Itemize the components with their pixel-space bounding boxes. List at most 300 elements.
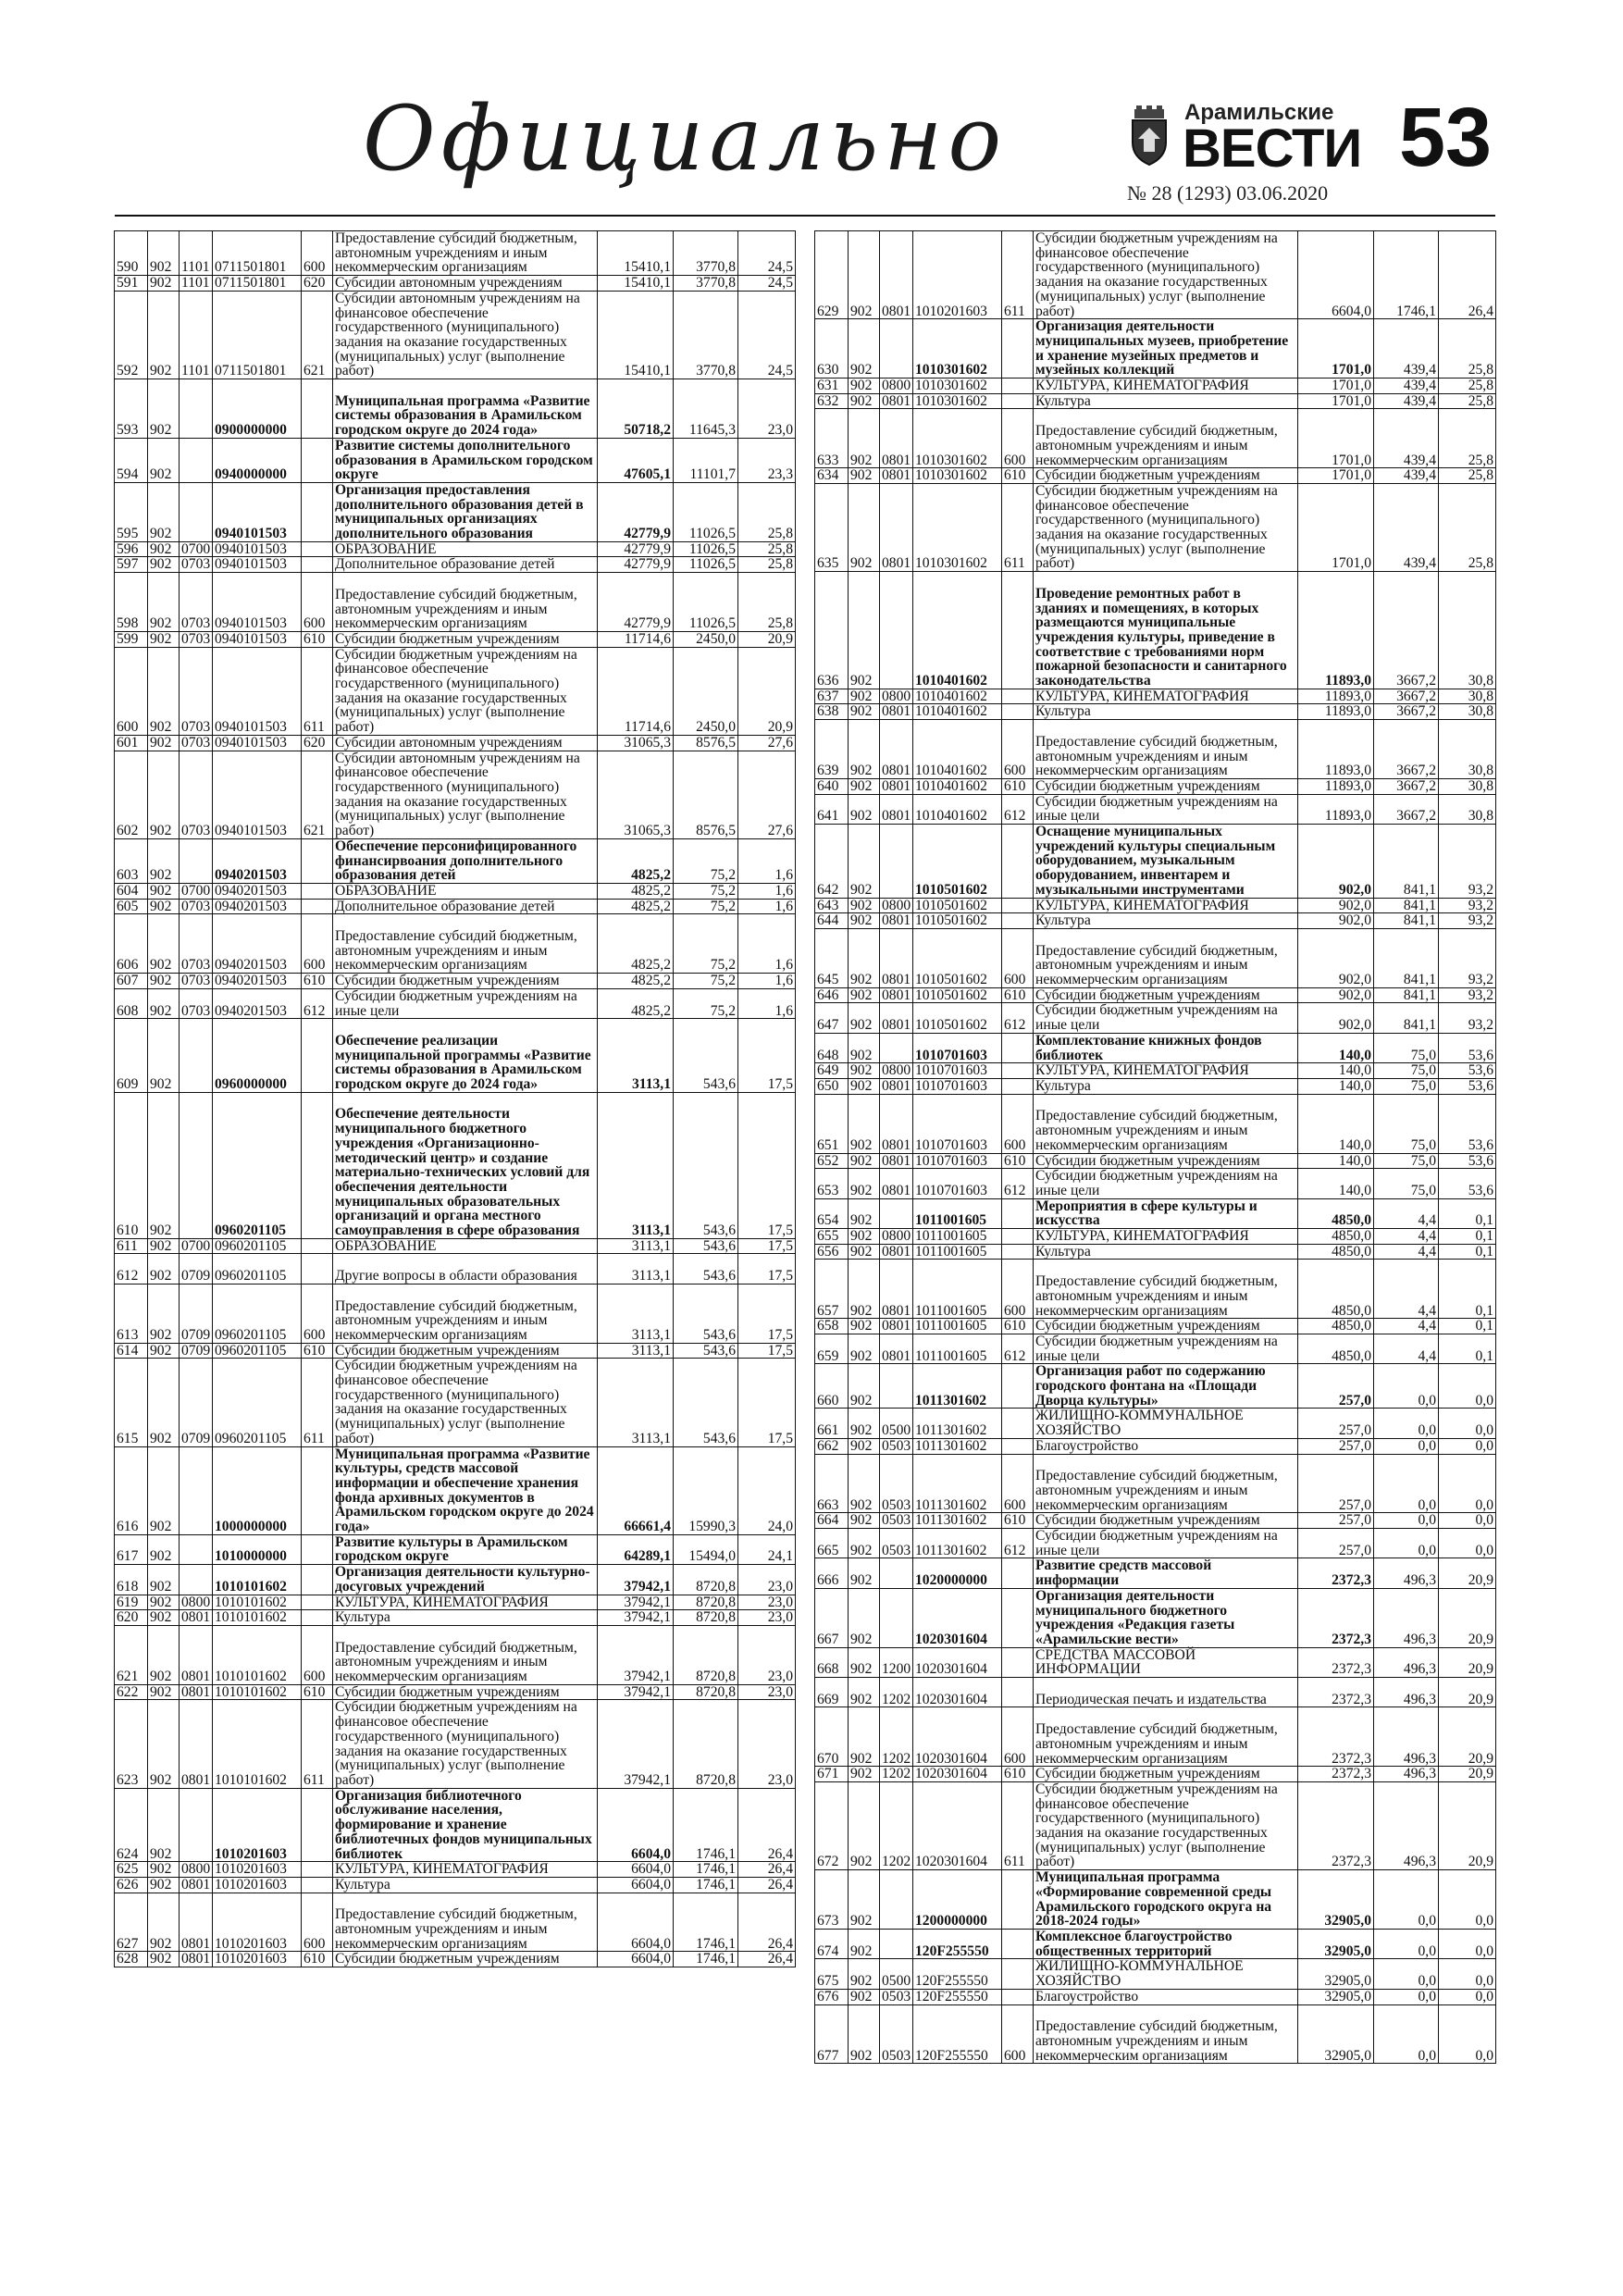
table-row <box>115 1254 796 1284</box>
row-number: 622 <box>115 1684 148 1700</box>
row-number: 657 <box>815 1260 849 1319</box>
row-number: 643 <box>815 898 849 913</box>
item-name: Субсидии автономным учреждениям на финансовое обеспечение государственного (муниципального) задания на оказание государственных (муниципальных) услуг (выполнение работ) <box>333 751 598 838</box>
target-article-code: 0960000000 <box>213 1019 302 1093</box>
row-number: 616 <box>115 1446 148 1534</box>
section-code: 0801 <box>180 1610 213 1626</box>
target-article-code: 1010701603 <box>913 1094 1002 1153</box>
executed-amount: 841,1 <box>1374 898 1439 913</box>
section-code: 0503 <box>880 2004 913 2064</box>
planned-amount: 1701,0 <box>1298 393 1374 409</box>
table-row <box>815 825 1496 899</box>
section-code: 0800 <box>880 689 913 704</box>
department-code: 902 <box>849 1989 880 2004</box>
execution-percent: 0,0 <box>1439 1870 1496 1930</box>
department-code: 902 <box>148 1534 180 1564</box>
coat-of-arms-icon <box>1127 105 1171 167</box>
expense-type-code: 610 <box>302 974 333 989</box>
executed-amount: 0,0 <box>1374 1959 1439 1989</box>
execution-percent: 17,5 <box>738 1359 796 1446</box>
department-code: 902 <box>148 1610 180 1626</box>
table-row <box>115 1952 796 1967</box>
row-number: 625 <box>115 1862 148 1878</box>
row-number: 611 <box>115 1238 148 1254</box>
department-code: 902 <box>148 557 180 573</box>
executed-amount: 8720,8 <box>674 1565 738 1595</box>
executed-amount: 8720,8 <box>674 1595 738 1610</box>
row-number: 649 <box>815 1063 849 1079</box>
executed-amount: 75,2 <box>674 883 738 899</box>
table-row <box>815 1063 1496 1079</box>
item-name: Предоставление субсидий бюджетным, автономным учреждениям и иным некоммерческим организациям <box>1034 1260 1298 1319</box>
expense-type-code <box>1002 1364 1034 1409</box>
row-number: 619 <box>115 1595 148 1610</box>
row-number: 607 <box>115 974 148 989</box>
target-article-code: 1010701603 <box>913 1169 1002 1198</box>
execution-percent: 20,9 <box>1439 1767 1496 1782</box>
executed-amount: 439,4 <box>1374 379 1439 394</box>
table-row <box>115 751 796 838</box>
executed-amount: 11645,3 <box>674 379 738 439</box>
item-name: Субсидии бюджетным учреждениям на финансовое обеспечение государственного (муниципального) задания на оказание государственных (муниципальных) услуг (выполнение работ) <box>1034 231 1298 319</box>
executed-amount: 543,6 <box>674 1238 738 1254</box>
item-name: Предоставление субсидий бюджетным, автономным учреждениям и иным некоммерческим организациям <box>1034 1454 1298 1513</box>
department-code: 902 <box>849 1033 880 1062</box>
table-row <box>815 1153 1496 1169</box>
planned-amount: 3113,1 <box>598 1343 674 1359</box>
department-code: 902 <box>148 1952 180 1967</box>
executed-amount: 496,3 <box>1374 1558 1439 1588</box>
expense-type-code <box>302 438 333 482</box>
row-number: 605 <box>115 899 148 914</box>
row-number: 636 <box>815 572 849 689</box>
planned-amount: 32905,0 <box>1298 1870 1374 1930</box>
executed-amount: 0,0 <box>1374 1930 1439 1959</box>
item-name: ЖИЛИЩНО-КОММУНАЛЬНОЕ ХОЗЯЙСТВО <box>1034 1409 1298 1438</box>
executed-amount: 543,6 <box>674 1092 738 1238</box>
section-code <box>880 1364 913 1409</box>
target-article-code: 0711501801 <box>213 231 302 276</box>
executed-amount: 3667,2 <box>1374 689 1439 704</box>
target-article-code: 0940201503 <box>213 899 302 914</box>
expense-type-code: 610 <box>1002 468 1034 484</box>
item-name: Субсидии бюджетным учреждениям <box>1034 778 1298 794</box>
section-code: 1202 <box>880 1707 913 1767</box>
row-number: 631 <box>815 379 849 394</box>
table-row <box>115 1862 796 1878</box>
table-row <box>815 409 1496 468</box>
expense-type-code: 600 <box>1002 1094 1034 1153</box>
executed-amount: 4,4 <box>1374 1198 1439 1228</box>
section-code: 0801 <box>880 1244 913 1260</box>
execution-percent: 24,5 <box>738 276 796 292</box>
planned-amount: 37942,1 <box>598 1610 674 1626</box>
department-code: 902 <box>849 1364 880 1409</box>
row-number: 620 <box>115 1610 148 1626</box>
budget-table-left <box>114 230 796 1967</box>
executed-amount: 496,3 <box>1374 1647 1439 1677</box>
planned-amount: 11893,0 <box>1298 572 1374 689</box>
section-code: 0801 <box>880 1003 913 1033</box>
execution-percent: 24,0 <box>738 1446 796 1534</box>
item-name: Благоустройство <box>1034 1989 1298 2004</box>
department-code: 902 <box>849 1094 880 1153</box>
expense-type-code: 620 <box>302 735 333 751</box>
department-code: 902 <box>148 1092 180 1238</box>
department-code: 902 <box>148 1565 180 1595</box>
executed-amount: 1746,1 <box>674 1788 738 1862</box>
execution-percent: 20,9 <box>1439 1588 1496 1647</box>
department-code: 902 <box>849 778 880 794</box>
target-article-code: 1010101602 <box>213 1625 302 1684</box>
department-code: 902 <box>849 1260 880 1319</box>
department-code: 902 <box>148 1343 180 1359</box>
section-code: 0801 <box>880 1153 913 1169</box>
expense-type-code <box>302 883 333 899</box>
section-code <box>880 1198 913 1228</box>
section-code: 0503 <box>880 1989 913 2004</box>
executed-amount: 4,4 <box>1374 1244 1439 1260</box>
department-code: 902 <box>148 647 180 735</box>
section-code: 0503 <box>880 1513 913 1529</box>
planned-amount: 140,0 <box>1298 1063 1374 1079</box>
target-article-code: 0940201503 <box>213 838 302 883</box>
execution-percent: 23,0 <box>738 1565 796 1595</box>
table-row <box>115 231 796 276</box>
table-row <box>815 689 1496 704</box>
department-code: 902 <box>148 1700 180 1788</box>
table-row <box>815 1678 1496 1707</box>
execution-percent: 25,8 <box>1439 379 1496 394</box>
row-number: 621 <box>115 1625 148 1684</box>
section-code: 1200 <box>880 1647 913 1677</box>
department-code: 902 <box>849 1930 880 1959</box>
expense-type-code <box>1002 1409 1034 1438</box>
target-article-code: 1011301602 <box>913 1364 1002 1409</box>
target-article-code: 0960201105 <box>213 1343 302 1359</box>
section-code <box>180 482 213 541</box>
expense-type-code: 611 <box>1002 231 1034 319</box>
department-code: 902 <box>849 1153 880 1169</box>
execution-percent: 20,9 <box>738 631 796 647</box>
planned-amount: 257,0 <box>1298 1454 1374 1513</box>
executed-amount: 8720,8 <box>674 1700 738 1788</box>
executed-amount: 75,0 <box>1374 1094 1439 1153</box>
table-row <box>115 573 796 632</box>
table-row <box>815 319 1496 379</box>
row-number: 630 <box>815 319 849 379</box>
table-row <box>115 1700 796 1788</box>
planned-amount: 6604,0 <box>598 1877 674 1893</box>
item-name: Субсидии бюджетным учреждениям на финансовое обеспечение государственного (муниципального) задания на оказание государственных (муниципальных) услуг (выполнение работ) <box>1034 1781 1298 1869</box>
table-row <box>815 1079 1496 1095</box>
planned-amount: 37942,1 <box>598 1625 674 1684</box>
row-number: 662 <box>815 1438 849 1454</box>
execution-percent: 25,8 <box>738 557 796 573</box>
target-article-code: 0940101503 <box>213 631 302 647</box>
target-article-code: 1010701603 <box>913 1063 1002 1079</box>
section-code <box>180 438 213 482</box>
row-number: 648 <box>815 1033 849 1062</box>
department-code: 902 <box>849 1707 880 1767</box>
target-article-code: 1010501602 <box>913 987 1002 1003</box>
table-row <box>815 1409 1496 1438</box>
planned-amount: 32905,0 <box>1298 2004 1374 2064</box>
table-row <box>115 1019 796 1093</box>
executed-amount: 1746,1 <box>1374 231 1439 319</box>
item-name: Культура <box>333 1610 598 1626</box>
table-row <box>115 482 796 541</box>
execution-percent: 53,6 <box>1439 1033 1496 1062</box>
executed-amount: 75,0 <box>1374 1033 1439 1062</box>
table-row <box>815 1198 1496 1228</box>
executed-amount: 0,0 <box>1374 1513 1439 1529</box>
execution-percent: 26,4 <box>738 1952 796 1967</box>
table-row <box>815 720 1496 779</box>
target-article-code: 0711501801 <box>213 276 302 292</box>
item-name: Развитие системы дополнительного образования в Арамильском городском округе <box>333 438 598 482</box>
executed-amount: 543,6 <box>674 1284 738 1343</box>
department-code: 902 <box>849 1647 880 1677</box>
section-code: 0800 <box>880 1063 913 1079</box>
section-code: 0801 <box>180 1684 213 1700</box>
target-article-code: 1010501602 <box>913 898 1002 913</box>
executed-amount: 4,4 <box>1374 1260 1439 1319</box>
section-code: 0801 <box>880 778 913 794</box>
department-code: 902 <box>148 379 180 439</box>
planned-amount: 4825,2 <box>598 988 674 1018</box>
planned-amount: 42779,9 <box>598 573 674 632</box>
row-number: 628 <box>115 1952 148 1967</box>
item-name: ОБРАЗОВАНИЕ <box>333 541 598 557</box>
target-article-code: 1010101602 <box>213 1610 302 1626</box>
table-row <box>815 231 1496 319</box>
section-code: 0800 <box>180 1862 213 1878</box>
target-article-code: 1010401602 <box>913 689 1002 704</box>
section-code <box>180 1788 213 1862</box>
section-code: 0801 <box>880 1094 913 1153</box>
execution-percent: 23,0 <box>738 1610 796 1626</box>
department-code: 902 <box>849 1959 880 1989</box>
target-article-code: 1010201603 <box>213 1952 302 1967</box>
target-article-code: 1010401602 <box>913 778 1002 794</box>
expense-type-code: 612 <box>1002 1169 1034 1198</box>
planned-amount: 4825,2 <box>598 914 674 974</box>
table-row <box>815 1094 1496 1153</box>
department-code: 902 <box>148 974 180 989</box>
item-name: КУЛЬТУРА, КИНЕМАТОГРАФИЯ <box>1034 898 1298 913</box>
execution-percent: 17,5 <box>738 1343 796 1359</box>
expense-type-code: 600 <box>1002 2004 1034 2064</box>
target-article-code: 1011001605 <box>913 1319 1002 1334</box>
row-number: 591 <box>115 276 148 292</box>
section-code <box>180 838 213 883</box>
execution-percent: 0,1 <box>1439 1244 1496 1260</box>
section-code: 0503 <box>880 1529 913 1558</box>
table-row <box>115 1359 796 1446</box>
item-name: Организация предоставления дополнительного образования детей в муниципальных организациях дополнительного образования <box>333 482 598 541</box>
expense-type-code: 621 <box>302 751 333 838</box>
execution-percent: 25,8 <box>1439 319 1496 379</box>
table-row <box>815 1588 1496 1647</box>
table-row <box>115 276 796 292</box>
department-code: 902 <box>849 379 880 394</box>
row-number: 609 <box>115 1019 148 1093</box>
department-code: 902 <box>849 393 880 409</box>
target-article-code: 1010201603 <box>213 1877 302 1893</box>
section-code: 0801 <box>180 1877 213 1893</box>
execution-percent: 20,9 <box>1439 1707 1496 1767</box>
target-article-code: 1011001605 <box>913 1229 1002 1245</box>
table-row <box>815 1989 1496 2004</box>
planned-amount: 257,0 <box>1298 1438 1374 1454</box>
section-code: 0703 <box>180 974 213 989</box>
execution-percent: 26,4 <box>1439 231 1496 319</box>
expense-type-code <box>302 557 333 573</box>
department-code: 902 <box>849 720 880 779</box>
section-code: 0503 <box>880 1454 913 1513</box>
planned-amount: 257,0 <box>1298 1529 1374 1558</box>
department-code: 902 <box>849 1454 880 1513</box>
executed-amount: 8720,8 <box>674 1610 738 1626</box>
executed-amount: 4,4 <box>1374 1334 1439 1363</box>
section-code <box>880 1033 913 1062</box>
planned-amount: 4850,0 <box>1298 1334 1374 1363</box>
newspaper-logo <box>1127 100 1362 179</box>
target-article-code: 120F255550 <box>913 1989 1002 2004</box>
row-number: 642 <box>815 825 849 899</box>
execution-percent: 53,6 <box>1439 1063 1496 1079</box>
section-code: 0801 <box>880 1319 913 1334</box>
execution-percent: 93,2 <box>1439 825 1496 899</box>
executed-amount: 4,4 <box>1374 1319 1439 1334</box>
row-number: 634 <box>815 468 849 484</box>
execution-percent: 26,4 <box>738 1862 796 1878</box>
section-code <box>180 1446 213 1534</box>
item-name: Культура <box>1034 1244 1298 1260</box>
item-name: ОБРАЗОВАНИЕ <box>333 883 598 899</box>
item-name: Субсидии бюджетным учреждениям на финансовое обеспечение государственного (муниципального) задания на оказание государственных (муниципальных) услуг (выполнение работ) <box>333 647 598 735</box>
department-code: 902 <box>148 631 180 647</box>
department-code: 902 <box>148 231 180 276</box>
department-code: 902 <box>849 987 880 1003</box>
target-article-code: 1010101602 <box>213 1700 302 1788</box>
row-number: 672 <box>815 1781 849 1869</box>
row-number: 653 <box>815 1169 849 1198</box>
expense-type-code <box>302 899 333 914</box>
planned-amount: 140,0 <box>1298 1033 1374 1062</box>
executed-amount: 1746,1 <box>674 1877 738 1893</box>
department-code: 902 <box>148 438 180 482</box>
item-name: Муниципальная программа «Развитие системы образования в Арамильском городском округе до 2024 года» <box>333 379 598 439</box>
row-number: 660 <box>815 1364 849 1409</box>
expense-type-code: 600 <box>302 1893 333 1952</box>
expense-type-code <box>302 379 333 439</box>
department-code: 902 <box>148 291 180 379</box>
item-name: Организация деятельности культурно-досуговых учреждений <box>333 1565 598 1595</box>
item-name: Организация работ по содержанию городского фонтана на «Площади Дворца культуры» <box>1034 1364 1298 1409</box>
table-row <box>815 1169 1496 1198</box>
item-name: КУЛЬТУРА, КИНЕМАТОГРАФИЯ <box>1034 1063 1298 1079</box>
planned-amount: 4850,0 <box>1298 1260 1374 1319</box>
expense-type-code <box>1002 1930 1034 1959</box>
target-article-code: 0940101503 <box>213 482 302 541</box>
execution-percent: 25,8 <box>1439 483 1496 571</box>
department-code: 902 <box>148 1359 180 1446</box>
row-number: 641 <box>815 794 849 824</box>
item-name: Культура <box>1034 913 1298 929</box>
execution-percent: 24,5 <box>738 291 796 379</box>
item-name: Периодическая печать и издательства <box>1034 1678 1298 1707</box>
expense-type-code <box>302 1254 333 1284</box>
section-code: 0703 <box>180 647 213 735</box>
department-code: 902 <box>148 1595 180 1610</box>
planned-amount: 15410,1 <box>598 291 674 379</box>
expense-type-code: 621 <box>302 291 333 379</box>
table-row <box>115 291 796 379</box>
item-name: Предоставление субсидий бюджетным, автономным учреждениям и иным некоммерческим организациям <box>333 914 598 974</box>
execution-percent: 25,8 <box>738 541 796 557</box>
planned-amount: 1701,0 <box>1298 379 1374 394</box>
execution-percent: 1,6 <box>738 838 796 883</box>
planned-amount: 4825,2 <box>598 883 674 899</box>
execution-percent: 53,6 <box>1439 1079 1496 1095</box>
target-article-code: 1011001605 <box>913 1244 1002 1260</box>
expense-type-code: 610 <box>302 1952 333 1967</box>
section-code: 1202 <box>880 1767 913 1782</box>
executed-amount: 543,6 <box>674 1019 738 1093</box>
row-number: 590 <box>115 231 148 276</box>
department-code: 902 <box>849 704 880 720</box>
expense-type-code: 611 <box>302 1359 333 1446</box>
target-article-code: 0900000000 <box>213 379 302 439</box>
executed-amount: 75,2 <box>674 899 738 914</box>
section-code: 0801 <box>880 1334 913 1363</box>
section-code: 0801 <box>880 409 913 468</box>
execution-percent: 27,6 <box>738 735 796 751</box>
section-code: 1202 <box>880 1678 913 1707</box>
section-code: 0800 <box>180 1595 213 1610</box>
expense-type-code <box>1002 898 1034 913</box>
executed-amount: 1746,1 <box>674 1862 738 1878</box>
department-code: 902 <box>849 468 880 484</box>
expense-type-code: 600 <box>302 573 333 632</box>
row-number: 597 <box>115 557 148 573</box>
table-row <box>815 1558 1496 1588</box>
execution-percent: 0,1 <box>1439 1198 1496 1228</box>
item-name: ЖИЛИЩНО-КОММУНАЛЬНОЕ ХОЗЯЙСТВО <box>1034 1959 1298 1989</box>
execution-percent: 0,0 <box>1439 1959 1496 1989</box>
item-name: Предоставление субсидий бюджетным, автономным учреждениям и иным некоммерческим организациям <box>1034 409 1298 468</box>
execution-percent: 30,8 <box>1439 778 1496 794</box>
planned-amount: 1701,0 <box>1298 319 1374 379</box>
executed-amount: 75,0 <box>1374 1063 1439 1079</box>
item-name: Субсидии бюджетным учреждениям на иные цели <box>1034 794 1298 824</box>
table-row <box>115 1610 796 1626</box>
item-name: Субсидии бюджетным учреждениям <box>1034 468 1298 484</box>
table-row <box>115 899 796 914</box>
expense-type-code <box>1002 1079 1034 1095</box>
planned-amount: 4825,2 <box>598 974 674 989</box>
planned-amount: 902,0 <box>1298 1003 1374 1033</box>
row-number: 613 <box>115 1284 148 1343</box>
executed-amount: 841,1 <box>1374 913 1439 929</box>
executed-amount: 75,0 <box>1374 1153 1439 1169</box>
item-name: Субсидии бюджетным учреждениям <box>1034 1153 1298 1169</box>
execution-percent: 93,2 <box>1439 1003 1496 1033</box>
section-code: 0700 <box>180 883 213 899</box>
left-column <box>114 230 795 1967</box>
